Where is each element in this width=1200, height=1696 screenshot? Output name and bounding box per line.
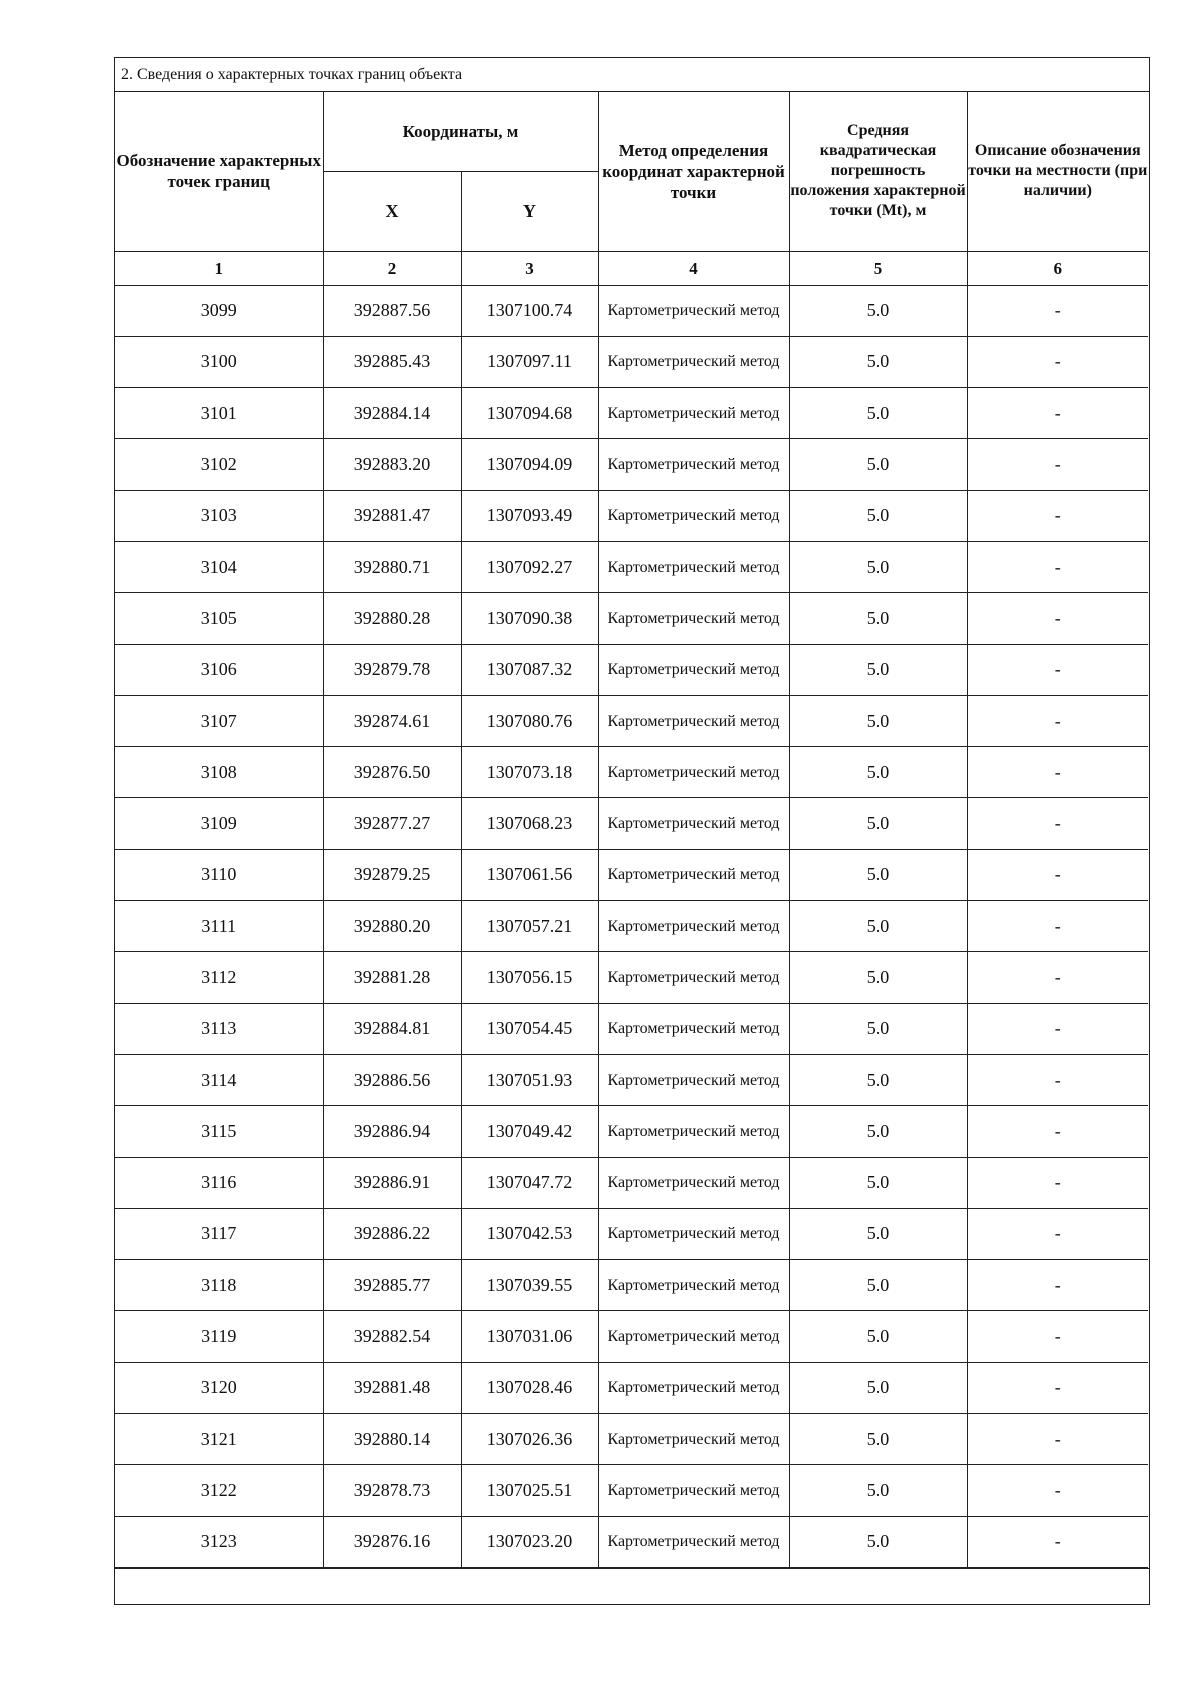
error-cell: 5.0 (789, 336, 967, 387)
x-coordinate-cell: 392885.77 (323, 1260, 461, 1311)
y-coordinate-cell: 1307080.76 (461, 695, 598, 746)
header-y: Y (461, 171, 598, 251)
method-cell: Картометрический метод (598, 1311, 789, 1362)
error-cell: 5.0 (789, 1362, 967, 1413)
error-cell: 5.0 (789, 952, 967, 1003)
header-description: Описание обозначения точки на местности (при наличии) (967, 92, 1148, 251)
point-id-cell: 3102 (115, 439, 323, 490)
table-row (115, 593, 1148, 644)
header-error: Средняя квадратическая погрешность положения характерной точки (Mt), м (789, 92, 967, 251)
column-number: 4 (598, 251, 789, 285)
y-coordinate-cell: 1307026.36 (461, 1414, 598, 1465)
y-coordinate-cell: 1307051.93 (461, 1054, 598, 1105)
method-cell: Картометрический метод (598, 849, 789, 900)
error-cell: 5.0 (789, 1054, 967, 1105)
description-cell: - (967, 1106, 1148, 1157)
point-id-cell: 3111 (115, 901, 323, 952)
method-cell: Картометрический метод (598, 439, 789, 490)
y-coordinate-cell: 1307039.55 (461, 1260, 598, 1311)
point-id-cell: 3109 (115, 798, 323, 849)
point-id-cell: 3121 (115, 1414, 323, 1465)
method-cell: Картометрический метод (598, 1106, 789, 1157)
error-cell: 5.0 (789, 1208, 967, 1259)
table-row (115, 1260, 1148, 1311)
x-coordinate-cell: 392874.61 (323, 695, 461, 746)
column-number: 5 (789, 251, 967, 285)
description-cell: - (967, 1003, 1148, 1054)
table-row (115, 695, 1148, 746)
y-coordinate-cell: 1307056.15 (461, 952, 598, 1003)
x-coordinate-cell: 392881.28 (323, 952, 461, 1003)
point-id-cell: 3106 (115, 644, 323, 695)
method-cell: Картометрический метод (598, 1465, 789, 1516)
method-cell: Картометрический метод (598, 388, 789, 439)
x-coordinate-cell: 392876.16 (323, 1516, 461, 1567)
error-cell: 5.0 (789, 593, 967, 644)
x-coordinate-cell: 392885.43 (323, 336, 461, 387)
method-cell: Картометрический метод (598, 336, 789, 387)
y-coordinate-cell: 1307092.27 (461, 541, 598, 592)
x-coordinate-cell: 392882.54 (323, 1311, 461, 1362)
x-coordinate-cell: 392886.91 (323, 1157, 461, 1208)
table-row (115, 644, 1148, 695)
point-id-cell: 3100 (115, 336, 323, 387)
description-cell: - (967, 593, 1148, 644)
x-coordinate-cell: 392878.73 (323, 1465, 461, 1516)
description-cell: - (967, 644, 1148, 695)
method-cell: Картометрический метод (598, 798, 789, 849)
table-row (115, 1414, 1148, 1465)
error-cell: 5.0 (789, 490, 967, 541)
x-coordinate-cell: 392884.81 (323, 1003, 461, 1054)
column-number: 2 (323, 251, 461, 285)
y-coordinate-cell: 1307100.74 (461, 285, 598, 336)
y-coordinate-cell: 1307094.68 (461, 388, 598, 439)
method-cell: Картометрический метод (598, 952, 789, 1003)
error-cell: 5.0 (789, 1106, 967, 1157)
y-coordinate-cell: 1307047.72 (461, 1157, 598, 1208)
point-id-cell: 3120 (115, 1362, 323, 1413)
point-id-cell: 3118 (115, 1260, 323, 1311)
description-cell: - (967, 695, 1148, 746)
table-row (115, 1465, 1148, 1516)
section-title: 2. Сведения о характерных точках границ объекта (115, 58, 1149, 92)
x-coordinate-cell: 392879.25 (323, 849, 461, 900)
error-cell: 5.0 (789, 1414, 967, 1465)
point-id-cell: 3115 (115, 1106, 323, 1157)
x-coordinate-cell: 392880.28 (323, 593, 461, 644)
table-row (115, 336, 1148, 387)
point-id-cell: 3123 (115, 1516, 323, 1567)
error-cell: 5.0 (789, 644, 967, 695)
error-cell: 5.0 (789, 798, 967, 849)
method-cell: Картометрический метод (598, 1260, 789, 1311)
error-cell: 5.0 (789, 388, 967, 439)
table-row (115, 747, 1148, 798)
method-cell: Картометрический метод (598, 490, 789, 541)
table-row (115, 1208, 1148, 1259)
method-cell: Картометрический метод (598, 1003, 789, 1054)
description-cell: - (967, 439, 1148, 490)
error-cell: 5.0 (789, 849, 967, 900)
method-cell: Картометрический метод (598, 541, 789, 592)
x-coordinate-cell: 392883.20 (323, 439, 461, 490)
error-cell: 5.0 (789, 747, 967, 798)
x-coordinate-cell: 392881.47 (323, 490, 461, 541)
column-number: 6 (967, 251, 1148, 285)
error-cell: 5.0 (789, 695, 967, 746)
description-cell: - (967, 1311, 1148, 1362)
description-cell: - (967, 490, 1148, 541)
table-row (115, 1106, 1148, 1157)
method-cell: Картометрический метод (598, 1516, 789, 1567)
point-id-cell: 3108 (115, 747, 323, 798)
point-id-cell: 3116 (115, 1157, 323, 1208)
document-sheet (114, 57, 1150, 1605)
y-coordinate-cell: 1307057.21 (461, 901, 598, 952)
header-method: Метод определения координат характерной точки (598, 92, 789, 251)
method-cell: Картометрический метод (598, 901, 789, 952)
point-id-cell: 3099 (115, 285, 323, 336)
error-cell: 5.0 (789, 901, 967, 952)
point-id-cell: 3110 (115, 849, 323, 900)
table-row (115, 388, 1148, 439)
description-cell: - (967, 336, 1148, 387)
table-body (115, 285, 1148, 1567)
method-cell: Картометрический метод (598, 1054, 789, 1105)
error-cell: 5.0 (789, 1260, 967, 1311)
point-id-cell: 3112 (115, 952, 323, 1003)
method-cell: Картометрический метод (598, 285, 789, 336)
description-cell: - (967, 1465, 1148, 1516)
description-cell: - (967, 798, 1148, 849)
table-row (115, 1003, 1148, 1054)
x-coordinate-cell: 392886.94 (323, 1106, 461, 1157)
description-cell: - (967, 1054, 1148, 1105)
y-coordinate-cell: 1307061.56 (461, 849, 598, 900)
y-coordinate-cell: 1307042.53 (461, 1208, 598, 1259)
point-id-cell: 3119 (115, 1311, 323, 1362)
y-coordinate-cell: 1307028.46 (461, 1362, 598, 1413)
description-cell: - (967, 952, 1148, 1003)
method-cell: Картометрический метод (598, 644, 789, 695)
error-cell: 5.0 (789, 1003, 967, 1054)
error-cell: 5.0 (789, 541, 967, 592)
table-row (115, 1516, 1148, 1567)
method-cell: Картометрический метод (598, 1414, 789, 1465)
error-cell: 5.0 (789, 1465, 967, 1516)
table-row (115, 490, 1148, 541)
point-id-cell: 3103 (115, 490, 323, 541)
y-coordinate-cell: 1307097.11 (461, 336, 598, 387)
table-row (115, 849, 1148, 900)
y-coordinate-cell: 1307087.32 (461, 644, 598, 695)
description-cell: - (967, 1208, 1148, 1259)
description-cell: - (967, 1516, 1148, 1567)
method-cell: Картометрический метод (598, 1208, 789, 1259)
method-cell: Картометрический метод (598, 695, 789, 746)
y-coordinate-cell: 1307090.38 (461, 593, 598, 644)
y-coordinate-cell: 1307031.06 (461, 1311, 598, 1362)
table-row (115, 1362, 1148, 1413)
method-cell: Картометрический метод (598, 1362, 789, 1413)
x-coordinate-cell: 392887.56 (323, 285, 461, 336)
table-row (115, 541, 1148, 592)
description-cell: - (967, 285, 1148, 336)
point-id-cell: 3114 (115, 1054, 323, 1105)
x-coordinate-cell: 392880.71 (323, 541, 461, 592)
header-x: X (323, 171, 461, 251)
description-cell: - (967, 1157, 1148, 1208)
x-coordinate-cell: 392876.50 (323, 747, 461, 798)
description-cell: - (967, 388, 1148, 439)
y-coordinate-cell: 1307023.20 (461, 1516, 598, 1567)
table-row (115, 901, 1148, 952)
x-coordinate-cell: 392879.78 (323, 644, 461, 695)
description-cell: - (967, 747, 1148, 798)
error-cell: 5.0 (789, 439, 967, 490)
description-cell: - (967, 849, 1148, 900)
point-id-cell: 3101 (115, 388, 323, 439)
y-coordinate-cell: 1307049.42 (461, 1106, 598, 1157)
y-coordinate-cell: 1307073.18 (461, 747, 598, 798)
header-coordinates: Координаты, м (323, 92, 598, 171)
x-coordinate-cell: 392886.56 (323, 1054, 461, 1105)
point-id-cell: 3105 (115, 593, 323, 644)
point-id-cell: 3107 (115, 695, 323, 746)
y-coordinate-cell: 1307068.23 (461, 798, 598, 849)
description-cell: - (967, 901, 1148, 952)
y-coordinate-cell: 1307093.49 (461, 490, 598, 541)
table-row (115, 285, 1148, 336)
x-coordinate-cell: 392886.22 (323, 1208, 461, 1259)
description-cell: - (967, 1414, 1148, 1465)
table-row (115, 1311, 1148, 1362)
point-id-cell: 3104 (115, 541, 323, 592)
error-cell: 5.0 (789, 1516, 967, 1567)
table-row (115, 798, 1148, 849)
x-coordinate-cell: 392884.14 (323, 388, 461, 439)
header-designation: Обозначение характерных точек границ (115, 92, 323, 251)
error-cell: 5.0 (789, 1311, 967, 1362)
y-coordinate-cell: 1307025.51 (461, 1465, 598, 1516)
method-cell: Картометрический метод (598, 1157, 789, 1208)
error-cell: 5.0 (789, 1157, 967, 1208)
x-coordinate-cell: 392880.14 (323, 1414, 461, 1465)
point-id-cell: 3113 (115, 1003, 323, 1054)
table-row (115, 1054, 1148, 1105)
error-cell: 5.0 (789, 285, 967, 336)
table-footer-space (115, 1568, 1149, 1606)
description-cell: - (967, 541, 1148, 592)
table-row (115, 1157, 1148, 1208)
table-row (115, 439, 1148, 490)
x-coordinate-cell: 392881.48 (323, 1362, 461, 1413)
table-row (115, 952, 1148, 1003)
boundary-points-table (115, 92, 1148, 1568)
point-id-cell: 3117 (115, 1208, 323, 1259)
y-coordinate-cell: 1307054.45 (461, 1003, 598, 1054)
point-id-cell: 3122 (115, 1465, 323, 1516)
method-cell: Картометрический метод (598, 593, 789, 644)
column-number: 1 (115, 251, 323, 285)
column-number: 3 (461, 251, 598, 285)
description-cell: - (967, 1362, 1148, 1413)
x-coordinate-cell: 392880.20 (323, 901, 461, 952)
method-cell: Картометрический метод (598, 747, 789, 798)
description-cell: - (967, 1260, 1148, 1311)
x-coordinate-cell: 392877.27 (323, 798, 461, 849)
y-coordinate-cell: 1307094.09 (461, 439, 598, 490)
